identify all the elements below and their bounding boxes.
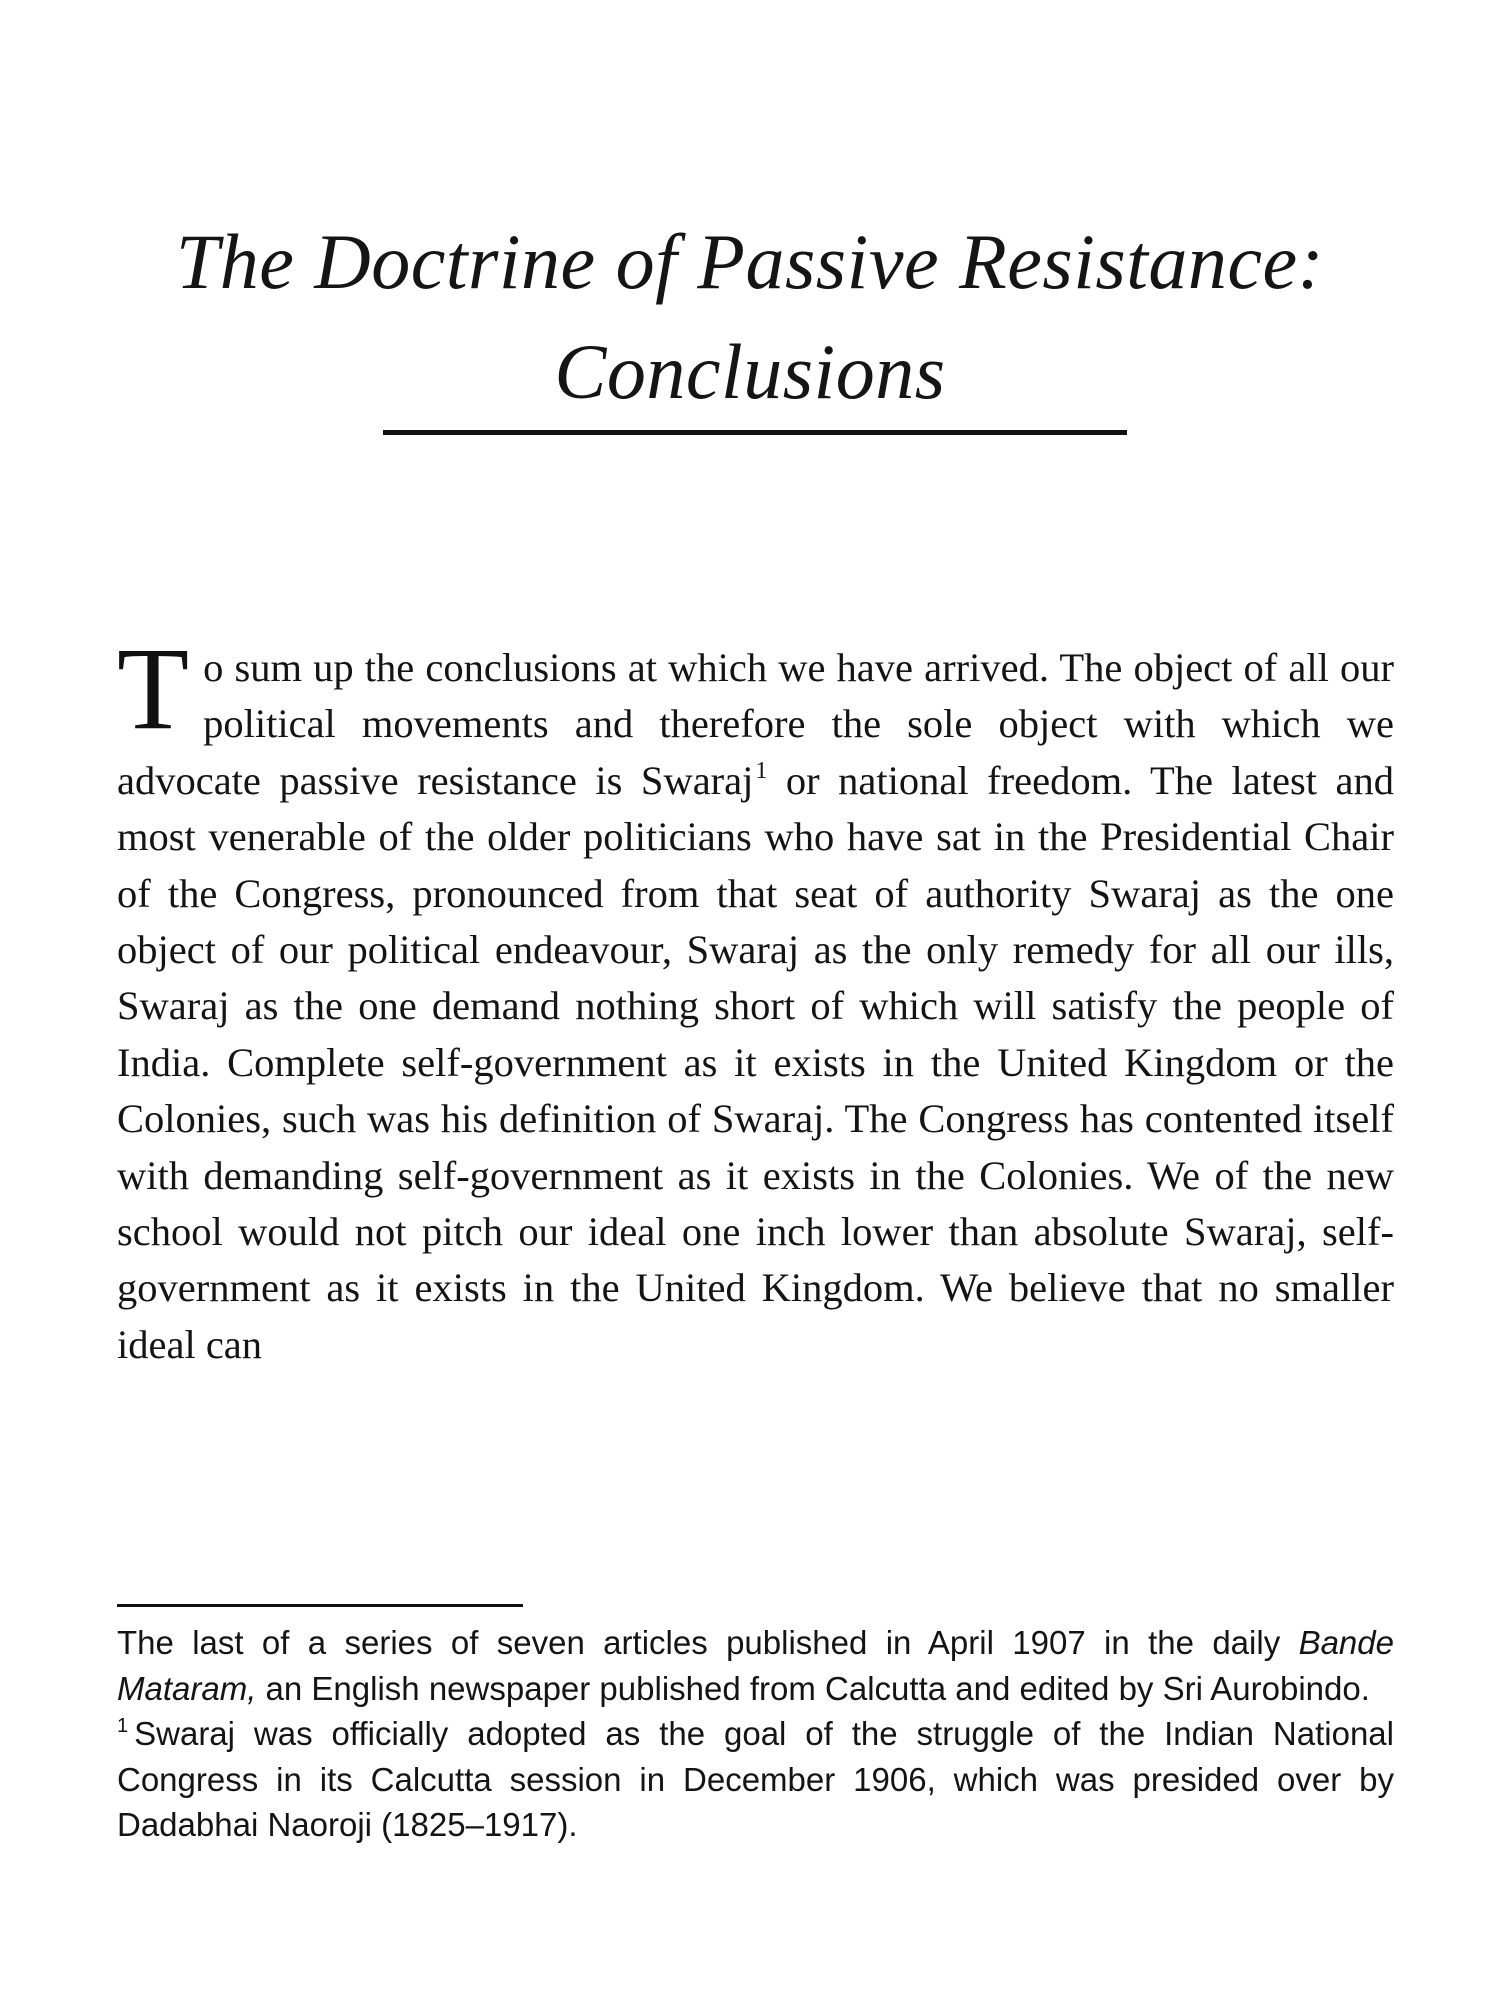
footnote-1-text: Swaraj was officially adopted as the goal of the struggle of the Indian National Congress in its Calcutta session in December 1906, which was presided over by Dadabhai Naoroji (1825–1917). bbox=[117, 1715, 1394, 1843]
drop-cap: T bbox=[117, 623, 190, 754]
body-paragraph bbox=[117, 623, 1394, 1373]
footnote-separator-rule bbox=[117, 1604, 523, 1607]
source-note-text-1: The last of a series of seven articles published in April 1907 in the daily bbox=[117, 1624, 1299, 1661]
body-text-part-1: o sum up the conclusions at which we have arrived. The object of all our political movements and therefore the sole object with which we advocate passive resistance is Swaraj bbox=[117, 645, 1394, 803]
title-underline-rule bbox=[383, 430, 1127, 435]
chapter-title-line-2: Conclusions bbox=[554, 328, 946, 415]
footnote-reference-1: 1 bbox=[755, 757, 768, 784]
publication-name: Bande Mataram, bbox=[117, 1624, 1394, 1707]
footnotes-section bbox=[117, 1620, 1394, 1848]
body-text-part-2: or national freedom. The latest and most venerable of the older politicians who have sat in the Presidential Chair of the Congress, pronounced from that seat of authority Swaraj as the one object of our political endeavour, Swaraj as the only remedy for all our ills, Swaraj as the one demand nothing short of which will satisfy the people of India. Complete self-government as it exists in the United Kingdom or the Colonies, such was his definition of Swaraj. The Congress has contented itself with demanding self-government as it exists in the Colonies. We of the new school would not pitch our ideal one inch lower than absolute Swaraj, self-government as it exists in the United Kingdom. We believe that no smaller ideal can bbox=[117, 757, 1394, 1367]
footnote-1 bbox=[117, 1711, 1394, 1848]
chapter-title-line-1: The Doctrine of Passive Resistance: bbox=[175, 218, 1325, 305]
source-note bbox=[117, 1620, 1394, 1711]
source-note-text-2: an English newspaper published from Calcutta and edited by Sri Aurobindo. bbox=[256, 1669, 1370, 1707]
footnote-1-marker: 1 bbox=[117, 1715, 129, 1737]
